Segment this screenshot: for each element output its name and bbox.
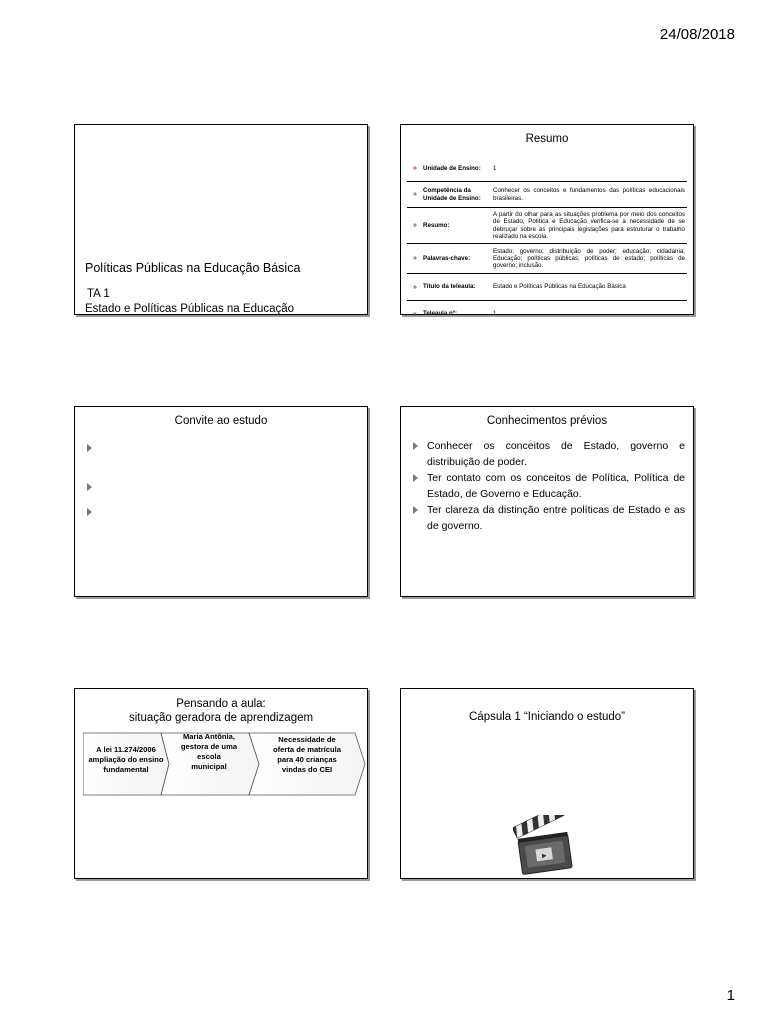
list-item	[413, 471, 685, 502]
ta-label: TA 1	[87, 288, 110, 300]
row-label: Título da teleaula:	[423, 283, 476, 291]
triangle-bullet-icon	[413, 442, 418, 450]
heading-line: Pensando a aula:	[176, 698, 266, 710]
slide-pensando	[74, 688, 368, 879]
bullet-icon: »	[413, 165, 417, 172]
slide-heading: Resumo	[525, 133, 569, 145]
summary-row	[407, 244, 687, 274]
list-item-text: Ter contato com os conceitos de Política, Política de Estado, de Governo e Educação.	[427, 472, 685, 500]
svg-text:▶: ▶	[541, 853, 548, 860]
step-text: A lei 11.274/2006 ampliação do ensino fundamental	[88, 745, 164, 774]
slide-convite	[74, 406, 368, 597]
clapperboard-icon	[513, 815, 579, 882]
page-number: 1	[726, 987, 735, 1004]
bullet-icon: »	[413, 222, 417, 229]
summary-row	[407, 156, 687, 182]
row-label: Competência da Unidade de Ensino:	[423, 187, 481, 202]
slide-capsula	[400, 688, 694, 879]
row-value: 1	[493, 310, 497, 318]
process-diagram	[83, 729, 367, 804]
triangle-bullet-icon	[413, 474, 418, 482]
row-label: Teleaula nº:	[423, 310, 458, 318]
bullet-icon: »	[413, 191, 417, 198]
list-item-text: Conhecer os conceitos de Estado, governo e distribuição de poder.	[427, 440, 685, 468]
list-item	[413, 439, 685, 470]
summary-row	[407, 301, 687, 327]
list-item	[87, 441, 359, 456]
row-value: Conhecer os conceitos e fundamentos das políticas educacionais brasileiras.	[493, 187, 685, 202]
list-item	[413, 503, 685, 534]
row-label: Resumo:	[423, 221, 450, 229]
slide-conhecimentos	[400, 406, 694, 597]
list-item	[87, 505, 359, 520]
slide-heading: Conhecimentos prévios	[486, 415, 608, 427]
summary-table	[407, 156, 687, 327]
slide-heading: Convite ao estudo	[174, 415, 268, 427]
triangle-bullet-icon	[87, 508, 92, 516]
row-label: Unidade de Ensino:	[423, 164, 481, 172]
bullet-list	[87, 441, 359, 521]
lesson-subtitle: Estado e Políticas Públicas na Educação	[85, 303, 295, 315]
triangle-bullet-icon	[413, 506, 418, 514]
course-title: Políticas Públicas na Educação Básica	[85, 261, 301, 275]
bullet-icon: »	[413, 255, 417, 262]
triangle-bullet-icon	[87, 483, 92, 491]
list-item	[87, 480, 359, 495]
row-value: 1	[493, 164, 497, 172]
bullet-icon: »	[413, 283, 417, 291]
slide-title	[74, 124, 368, 315]
list-item-text: Ter clareza da distinção entre políticas de Estado e as de governo.	[427, 504, 685, 532]
slide-heading	[75, 697, 367, 725]
document-date: 24/08/2018	[659, 26, 735, 43]
summary-row	[407, 274, 687, 301]
step-text: Maria Antônia, gestora de uma escola municipal	[180, 732, 238, 771]
row-value: Estado e Políticas Públicas na Educação Básica	[493, 283, 626, 291]
summary-row	[407, 182, 687, 208]
slide-heading: Cápsula 1 “Iniciando o estudo”	[469, 711, 625, 723]
heading-line: situação geradora de aprendizagem	[128, 712, 314, 724]
summary-row	[407, 208, 687, 244]
step-text: Necessidade de oferta de matrícula para 40 crianças vindas do CEI	[273, 735, 341, 774]
triangle-bullet-icon	[87, 444, 92, 452]
row-value: Estado; governo; distribuição de poder; educação; cidadania; Educação; políticas públicas; políticas de estado; políticas de governo; inclusão.	[493, 247, 685, 270]
bullet-icon: »	[413, 310, 417, 318]
slide-resumo	[400, 124, 694, 318]
row-label: Palavras-chave:	[423, 254, 471, 262]
row-value: A partir do olhar para as situações problema por meio dos conceitos de Estado, Política e Educação verifica-se a necessidade de se debruçar sobre as principais legislações para estruturar o trabalho realizado na escola.	[493, 211, 685, 240]
bullet-list	[413, 439, 685, 535]
